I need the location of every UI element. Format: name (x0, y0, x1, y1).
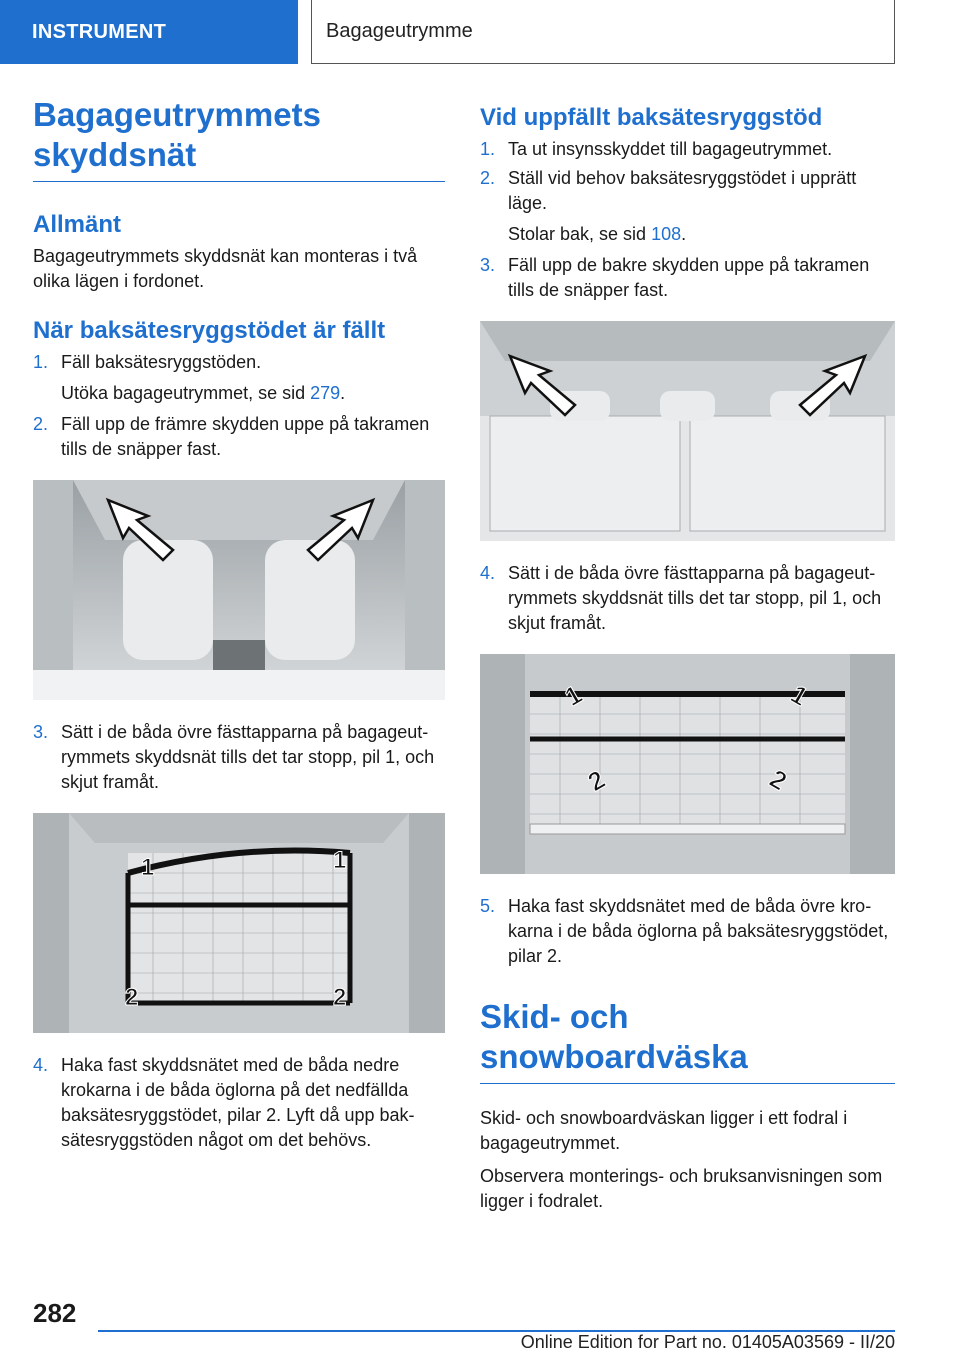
heading-uppfallt: Vid uppfällt baksätesryggstöd (480, 104, 823, 131)
chapter-label: Bagageutrymme (326, 20, 473, 42)
svg-text:1: 1 (785, 678, 814, 712)
figure-front-clips (33, 480, 445, 700)
step-item: 4. Sätt i de båda övre fästtapparna på bagageutrymmets skyddsnät tills det tar stopp, pil 1, och skjut framåt. (480, 563, 882, 633)
page-title: Bagageutrymmets skyddsnät (33, 95, 445, 182)
step-sub-note: Utöka bagageutrymmet, se sid 279. (61, 383, 346, 403)
section-label: INSTRUMENT (32, 20, 167, 43)
svg-text:2: 2 (125, 984, 139, 1011)
step-item: 1. Ta ut insynsskyddet till bagageutrymmet. (480, 139, 833, 159)
svg-text:1: 1 (559, 678, 587, 713)
step-item: 2. Fäll upp de främre skydden uppe på takramen tills de snäpper fast. (33, 414, 430, 459)
step-item: 3. Fäll upp de bakre skydden uppe på takramen tills de snäpper fast. (480, 255, 870, 300)
svg-text:2: 2 (333, 984, 347, 1011)
section-tab (0, 0, 298, 64)
ski-paragraph-2: Observera monterings- och bruksanvisningen som ligger i fodralet. (480, 1166, 883, 1211)
edition-note: Online Edition for Part no. 01405A03569 - II/20 (520, 1332, 895, 1352)
figure-net-upright-seats (480, 654, 895, 874)
left-column (33, 95, 445, 1157)
step-sub-note: Stolar bak, se sid 108. (508, 224, 687, 244)
chapter-tab (311, 0, 895, 64)
step-item: 1. Fäll baksätesryggstöden. (33, 352, 262, 372)
ski-bag-title: Skid- och snowboardväska (480, 997, 895, 1084)
heading-fallt: När baksätesryggstödet är fällt (33, 317, 386, 344)
figure-net-lowered-seats (33, 813, 445, 1033)
ski-paragraph-1: Skid- och snowboardväskan ligger i ett fodral i bagageutrymmet. (480, 1108, 848, 1153)
step-item: 5. Haka fast skyddsnätet med de båda övre krokarna i de båda öglorna på baksätesryggstödet, pilar 2. (480, 896, 889, 966)
allmant-text: Bagageutrymmets skyddsnät kan monteras i två olika lägen i fordonet. (33, 246, 418, 291)
right-column (480, 95, 895, 1222)
svg-text:2: 2 (582, 764, 611, 798)
page-ref-link[interactable]: 279 (310, 383, 341, 403)
svg-text:2: 2 (764, 763, 793, 797)
page-number: 282 (33, 1298, 77, 1328)
svg-text:1: 1 (141, 854, 155, 881)
figure-rear-clips (480, 321, 895, 541)
step-item: 3. Sätt i de båda övre fästtapparna på bagageutrymmets skyddsnät tills det tar stopp, pil 1, och skjut framåt. (33, 722, 435, 792)
svg-text:1: 1 (333, 847, 347, 874)
step-item: 4. Haka fast skyddsnätet med de båda nedre krokarna i de båda öglorna på det nedfällda baksätesryggstödet, pilar 2. Lyft då upp baksätesryggstöden något om det behövs. (33, 1055, 415, 1150)
step-item: 2. Ställ vid behov baksätesryggstödet i upprätt läge. (480, 168, 857, 213)
heading-allmant: Allmänt (33, 211, 122, 238)
page-ref-link[interactable]: 108 (651, 224, 682, 244)
